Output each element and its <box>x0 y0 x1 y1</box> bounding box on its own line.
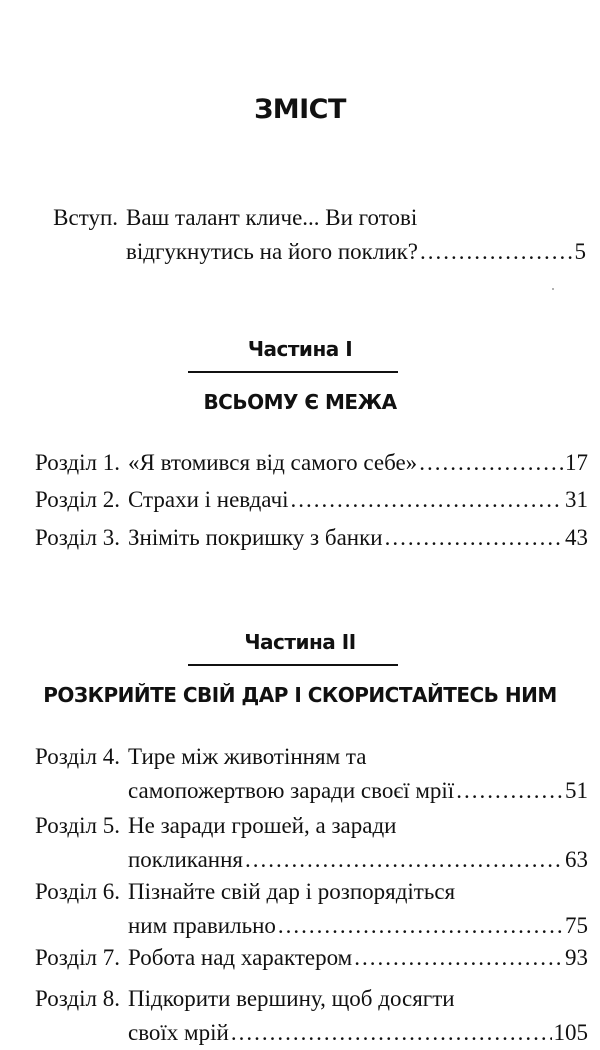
page-number: 105 <box>553 1020 588 1045</box>
entry-body <box>128 941 588 975</box>
page-number: 43 <box>565 525 588 550</box>
entry-title-line-last <box>128 843 588 877</box>
entry-title-line-last <box>126 235 586 269</box>
page-number: 93 <box>565 945 588 970</box>
entry-label: Розділ 3. <box>35 525 120 550</box>
entry-label: Вступ. <box>53 205 118 230</box>
entry-title-text: Підкорити вершину, щоб досягти <box>128 986 455 1011</box>
dot-leader <box>231 1016 552 1050</box>
page-number: 51 <box>565 778 588 803</box>
entry-title-line-last <box>128 446 588 480</box>
toc-title: ЗМІСТ <box>254 94 346 125</box>
entry-body <box>128 740 588 808</box>
print-speck <box>552 288 554 290</box>
entry-label: Розділ 5. <box>35 813 120 838</box>
entry-body <box>128 521 588 555</box>
entry-label: Розділ 1. <box>35 450 120 475</box>
entry-title-line-last <box>128 483 588 517</box>
entry-title-text: Пізнайте свій дар і розпорядіться <box>128 879 456 904</box>
part-2-rule <box>188 664 398 666</box>
entry-body <box>126 201 586 269</box>
page-number: 17 <box>565 450 588 475</box>
dot-leader <box>354 941 563 975</box>
entry-title-text: Страхи і невдачі <box>128 487 289 512</box>
entry-title-line <box>126 201 586 235</box>
entry-title-text: самопожертвою заради своєї мрії <box>128 778 455 803</box>
part-2-title: РОЗКРИЙТЕ СВІЙ ДАР І СКОРИСТАЙТЕСЬ НИМ <box>43 683 557 707</box>
entry-title-text: «Я втомився від самого себе» <box>128 450 418 475</box>
entry-title-line <box>128 740 588 774</box>
entry-title-text: Не заради грошей, а заради <box>128 813 397 838</box>
entry-title-text: Робота над характером <box>128 945 353 970</box>
page-number: 63 <box>565 847 588 872</box>
entry-title-line-last <box>128 909 588 943</box>
part-1-title: ВСЬОМУ Є МЕЖА <box>203 390 397 414</box>
entry-title-text: Тире між животінням та <box>128 744 367 769</box>
entry-body <box>128 809 588 877</box>
dot-leader <box>291 483 563 517</box>
entry-label: Розділ 2. <box>35 487 120 512</box>
entry-title-line <box>128 982 588 1016</box>
entry-title-line <box>128 809 588 843</box>
dot-leader <box>456 774 563 808</box>
entry-title-line-last <box>128 774 588 808</box>
page-number: 31 <box>565 487 588 512</box>
entry-title-text: ним правильно <box>128 913 276 938</box>
dot-leader <box>278 909 563 943</box>
entry-label: Розділ 7. <box>35 945 120 970</box>
part-1-rule <box>188 371 398 373</box>
page-number: 75 <box>565 913 588 938</box>
entry-title-line-last <box>128 1016 588 1050</box>
part-1-label: Частина І <box>247 337 353 361</box>
entry-body <box>128 446 588 480</box>
entry-title-text: відгукнутись на його поклик? <box>126 239 419 264</box>
entry-title-line-last <box>128 521 588 555</box>
entry-title-line <box>128 875 588 909</box>
entry-title-line-last <box>128 941 588 975</box>
entry-label: Розділ 4. <box>35 744 120 769</box>
entry-label: Розділ 6. <box>35 879 120 904</box>
entry-title-text: покликання <box>128 847 243 872</box>
entry-body <box>128 483 588 517</box>
entry-title-text: Ваш талант кличе... Ви готові <box>126 205 418 230</box>
part-2-label: Частина ІІ <box>244 630 356 654</box>
dot-leader <box>419 446 563 480</box>
entry-label: Розділ 8. <box>35 986 120 1011</box>
page-number: 5 <box>574 239 586 264</box>
dot-leader <box>420 235 572 269</box>
entry-body <box>128 982 588 1050</box>
entry-title-text: своїх мрій <box>128 1020 229 1045</box>
entry-title-text: Зніміть покришку з банки <box>128 525 383 550</box>
dot-leader <box>245 843 563 877</box>
dot-leader <box>385 521 563 555</box>
entry-body <box>128 875 588 943</box>
